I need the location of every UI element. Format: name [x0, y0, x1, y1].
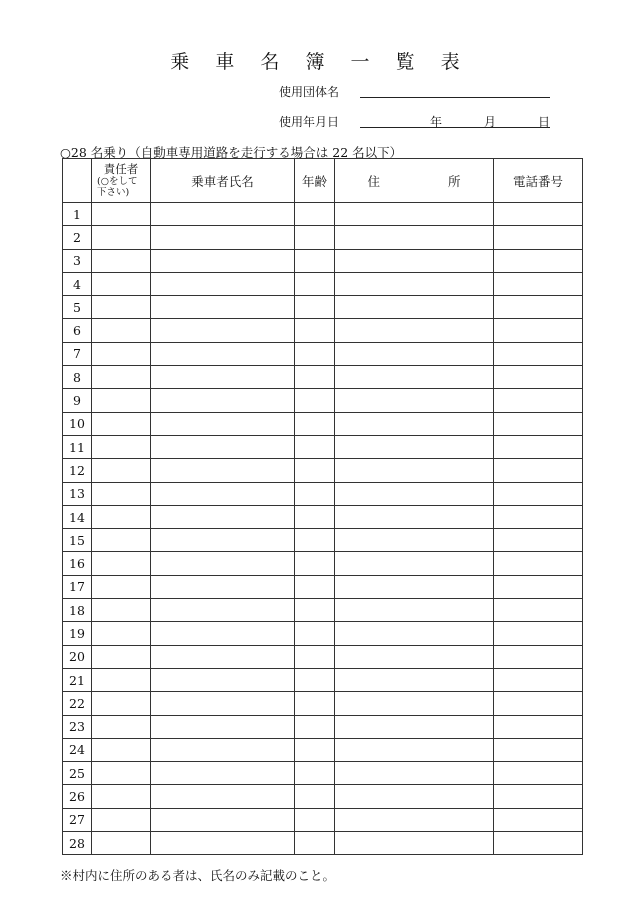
address-cell[interactable] — [335, 342, 494, 365]
phone-cell[interactable] — [494, 762, 583, 785]
age-cell[interactable] — [295, 808, 335, 831]
age-cell[interactable] — [295, 296, 335, 319]
title-char: 簿 — [305, 51, 325, 73]
phone-cell[interactable] — [494, 552, 583, 575]
address-header-part2: 所 — [447, 173, 461, 189]
responsible-cell[interactable] — [92, 342, 151, 365]
address-cell[interactable] — [335, 249, 494, 272]
name-cell[interactable] — [151, 715, 295, 738]
row-number: 24 — [63, 738, 92, 761]
age-cell[interactable] — [295, 203, 335, 226]
table-row — [63, 668, 583, 691]
phone-cell[interactable] — [494, 668, 583, 691]
page-title — [0, 47, 630, 74]
phone-cell[interactable] — [494, 203, 583, 226]
age-cell[interactable] — [295, 389, 335, 412]
address-header-part1: 住 — [367, 173, 381, 189]
phone-cell[interactable] — [494, 575, 583, 598]
address-cell[interactable] — [335, 622, 494, 645]
phone-cell[interactable] — [494, 738, 583, 761]
row-number: 19 — [63, 622, 92, 645]
age-cell[interactable] — [295, 668, 335, 691]
phone-cell[interactable] — [494, 296, 583, 319]
address-cell[interactable] — [335, 692, 494, 715]
address-cell[interactable] — [335, 529, 494, 552]
name-cell[interactable] — [151, 599, 295, 622]
name-cell[interactable] — [151, 342, 295, 365]
age-cell[interactable] — [295, 529, 335, 552]
phone-cell[interactable] — [494, 692, 583, 715]
name-cell[interactable] — [151, 785, 295, 808]
table-row — [63, 738, 583, 761]
name-cell[interactable] — [151, 226, 295, 249]
age-cell[interactable] — [295, 249, 335, 272]
row-number: 17 — [63, 575, 92, 598]
phone-cell[interactable] — [494, 529, 583, 552]
month-unit: 月 — [484, 115, 497, 129]
name-cell[interactable] — [151, 738, 295, 761]
age-cell[interactable] — [295, 575, 335, 598]
phone-cell[interactable] — [494, 342, 583, 365]
responsible-cell[interactable] — [92, 668, 151, 691]
age-cell[interactable] — [295, 738, 335, 761]
phone-cell[interactable] — [494, 715, 583, 738]
phone-cell[interactable] — [494, 435, 583, 458]
name-cell[interactable] — [151, 529, 295, 552]
table-row — [63, 599, 583, 622]
address-cell[interactable] — [335, 599, 494, 622]
table-row — [63, 762, 583, 785]
address-cell[interactable] — [335, 272, 494, 295]
age-cell[interactable] — [295, 319, 335, 342]
table-row — [63, 482, 583, 505]
name-cell[interactable] — [151, 459, 295, 482]
title-char: 車 — [215, 51, 235, 73]
row-number: 8 — [63, 366, 92, 389]
table-header-row — [63, 159, 583, 203]
title-char: 乗 — [170, 51, 190, 73]
table-row — [63, 249, 583, 272]
title-char: 表 — [440, 51, 460, 73]
age-cell[interactable] — [295, 692, 335, 715]
age-cell[interactable] — [295, 459, 335, 482]
responsible-cell[interactable] — [92, 203, 151, 226]
row-number: 10 — [63, 412, 92, 435]
responsible-cell[interactable] — [92, 226, 151, 249]
responsible-cell[interactable] — [92, 622, 151, 645]
phone-cell[interactable] — [494, 412, 583, 435]
row-number: 18 — [63, 599, 92, 622]
address-cell[interactable] — [335, 226, 494, 249]
address-cell[interactable] — [335, 552, 494, 575]
responsible-cell[interactable] — [92, 808, 151, 831]
address-cell[interactable] — [335, 575, 494, 598]
address-cell[interactable] — [335, 738, 494, 761]
name-cell[interactable] — [151, 552, 295, 575]
row-number: 22 — [63, 692, 92, 715]
day-unit: 日 — [538, 115, 551, 129]
row-number: 13 — [63, 482, 92, 505]
row-number: 9 — [63, 389, 92, 412]
address-header — [335, 159, 494, 203]
name-cell[interactable] — [151, 808, 295, 831]
name-cell[interactable] — [151, 249, 295, 272]
name-cell[interactable] — [151, 272, 295, 295]
group-name-label: 使用団体名 — [279, 85, 340, 99]
responsible-cell[interactable] — [92, 366, 151, 389]
address-cell[interactable] — [335, 645, 494, 668]
table-row — [63, 412, 583, 435]
row-number: 25 — [63, 762, 92, 785]
row-number: 20 — [63, 645, 92, 668]
name-cell[interactable] — [151, 505, 295, 528]
responsible-cell[interactable] — [92, 785, 151, 808]
table-row — [63, 808, 583, 831]
responsible-cell[interactable] — [92, 645, 151, 668]
table-row — [63, 785, 583, 808]
table-row — [63, 692, 583, 715]
table-row — [63, 715, 583, 738]
responsible-cell[interactable] — [92, 272, 151, 295]
phone-cell[interactable] — [494, 482, 583, 505]
table-row — [63, 575, 583, 598]
responsible-cell[interactable] — [92, 832, 151, 855]
age-cell[interactable] — [295, 226, 335, 249]
responsible-label: 責任者 — [103, 162, 139, 176]
number-header — [63, 159, 92, 203]
responsible-cell[interactable] — [92, 459, 151, 482]
row-number: 28 — [63, 832, 92, 855]
phone-cell[interactable] — [494, 459, 583, 482]
age-cell[interactable] — [295, 715, 335, 738]
phone-cell[interactable] — [494, 366, 583, 389]
address-cell[interactable] — [335, 296, 494, 319]
address-cell[interactable] — [335, 832, 494, 855]
responsible-cell[interactable] — [92, 692, 151, 715]
name-cell[interactable] — [151, 762, 295, 785]
age-cell[interactable] — [295, 832, 335, 855]
responsible-cell[interactable] — [92, 319, 151, 342]
year-unit: 年 — [430, 115, 443, 129]
responsible-cell[interactable] — [92, 389, 151, 412]
age-cell[interactable] — [295, 599, 335, 622]
responsible-cell[interactable] — [92, 762, 151, 785]
date-row — [279, 113, 359, 130]
responsible-cell[interactable] — [92, 552, 151, 575]
address-cell[interactable] — [335, 482, 494, 505]
address-cell[interactable] — [335, 203, 494, 226]
phone-cell[interactable] — [494, 808, 583, 831]
row-number: 27 — [63, 808, 92, 831]
age-cell[interactable] — [295, 762, 335, 785]
responsible-instruction-1: (○をして — [97, 176, 138, 187]
responsible-cell[interactable] — [92, 412, 151, 435]
capacity-note: ○28 名乗り（自動車専用道路を走行する場合は 22 名以下） — [60, 145, 403, 160]
address-cell[interactable] — [335, 435, 494, 458]
age-cell[interactable] — [295, 622, 335, 645]
age-header: 年齢 — [295, 159, 335, 203]
responsible-cell[interactable] — [92, 529, 151, 552]
responsible-cell[interactable] — [92, 738, 151, 761]
responsible-cell[interactable] — [92, 715, 151, 738]
table-row — [63, 459, 583, 482]
address-cell[interactable] — [335, 459, 494, 482]
phone-cell[interactable] — [494, 389, 583, 412]
address-cell[interactable] — [335, 366, 494, 389]
age-cell[interactable] — [295, 482, 335, 505]
name-cell[interactable] — [151, 832, 295, 855]
responsible-header — [92, 159, 151, 203]
address-cell[interactable] — [335, 785, 494, 808]
name-cell[interactable] — [151, 668, 295, 691]
table-row — [63, 226, 583, 249]
phone-cell[interactable] — [494, 319, 583, 342]
name-cell[interactable] — [151, 366, 295, 389]
age-cell[interactable] — [295, 505, 335, 528]
table-row — [63, 319, 583, 342]
phone-header: 電話番号 — [494, 159, 583, 203]
group-name-field[interactable] — [360, 83, 550, 98]
responsible-instruction-2: 下さい) — [97, 187, 130, 198]
age-cell[interactable] — [295, 342, 335, 365]
phone-cell[interactable] — [494, 599, 583, 622]
table-row — [63, 645, 583, 668]
footer-note: ※村内に住所のある者は、氏名のみ記載のこと。 — [60, 868, 336, 883]
date-field[interactable] — [360, 113, 550, 128]
age-cell[interactable] — [295, 645, 335, 668]
row-number: 12 — [63, 459, 92, 482]
age-cell[interactable] — [295, 435, 335, 458]
name-header: 乗車者氏名 — [151, 159, 295, 203]
date-label: 使用年月日 — [279, 115, 340, 129]
row-number: 7 — [63, 342, 92, 365]
address-cell[interactable] — [335, 715, 494, 738]
row-number: 23 — [63, 715, 92, 738]
table-row — [63, 272, 583, 295]
responsible-cell[interactable] — [92, 575, 151, 598]
name-cell[interactable] — [151, 435, 295, 458]
table-row — [63, 203, 583, 226]
phone-cell[interactable] — [494, 832, 583, 855]
responsible-cell[interactable] — [92, 435, 151, 458]
name-cell[interactable] — [151, 692, 295, 715]
address-cell[interactable] — [335, 505, 494, 528]
row-number: 14 — [63, 505, 92, 528]
table-row — [63, 832, 583, 855]
name-cell[interactable] — [151, 389, 295, 412]
row-number: 1 — [63, 203, 92, 226]
address-cell[interactable] — [335, 808, 494, 831]
row-number: 11 — [63, 435, 92, 458]
phone-cell[interactable] — [494, 272, 583, 295]
title-char: 名 — [260, 51, 280, 73]
age-cell[interactable] — [295, 785, 335, 808]
age-cell[interactable] — [295, 412, 335, 435]
passenger-roster-table — [62, 158, 583, 855]
row-number: 3 — [63, 249, 92, 272]
name-cell[interactable] — [151, 412, 295, 435]
responsible-cell[interactable] — [92, 296, 151, 319]
phone-cell[interactable] — [494, 645, 583, 668]
address-cell[interactable] — [335, 389, 494, 412]
name-cell[interactable] — [151, 203, 295, 226]
address-cell[interactable] — [335, 762, 494, 785]
table-row — [63, 552, 583, 575]
row-number: 16 — [63, 552, 92, 575]
name-cell[interactable] — [151, 319, 295, 342]
title-char: 一 — [350, 51, 370, 73]
address-cell[interactable] — [335, 668, 494, 691]
age-cell[interactable] — [295, 552, 335, 575]
name-cell[interactable] — [151, 296, 295, 319]
title-char: 覧 — [395, 51, 415, 73]
row-number: 6 — [63, 319, 92, 342]
row-number: 2 — [63, 226, 92, 249]
phone-cell[interactable] — [494, 249, 583, 272]
table-row — [63, 342, 583, 365]
phone-cell[interactable] — [494, 785, 583, 808]
group-name-row — [279, 83, 359, 100]
phone-cell[interactable] — [494, 622, 583, 645]
table-row — [63, 435, 583, 458]
row-number: 4 — [63, 272, 92, 295]
name-cell[interactable] — [151, 482, 295, 505]
name-cell[interactable] — [151, 645, 295, 668]
table-row — [63, 389, 583, 412]
responsible-cell[interactable] — [92, 249, 151, 272]
row-number: 26 — [63, 785, 92, 808]
table-row — [63, 622, 583, 645]
phone-cell[interactable] — [494, 505, 583, 528]
name-cell[interactable] — [151, 622, 295, 645]
responsible-cell[interactable] — [92, 599, 151, 622]
address-cell[interactable] — [335, 319, 494, 342]
phone-cell[interactable] — [494, 226, 583, 249]
name-cell[interactable] — [151, 575, 295, 598]
responsible-cell[interactable] — [92, 482, 151, 505]
address-cell[interactable] — [335, 412, 494, 435]
age-cell[interactable] — [295, 272, 335, 295]
table-row — [63, 529, 583, 552]
row-number: 5 — [63, 296, 92, 319]
table-row — [63, 366, 583, 389]
responsible-cell[interactable] — [92, 505, 151, 528]
row-number: 15 — [63, 529, 92, 552]
row-number: 21 — [63, 668, 92, 691]
table-row — [63, 505, 583, 528]
table-row — [63, 296, 583, 319]
age-cell[interactable] — [295, 366, 335, 389]
